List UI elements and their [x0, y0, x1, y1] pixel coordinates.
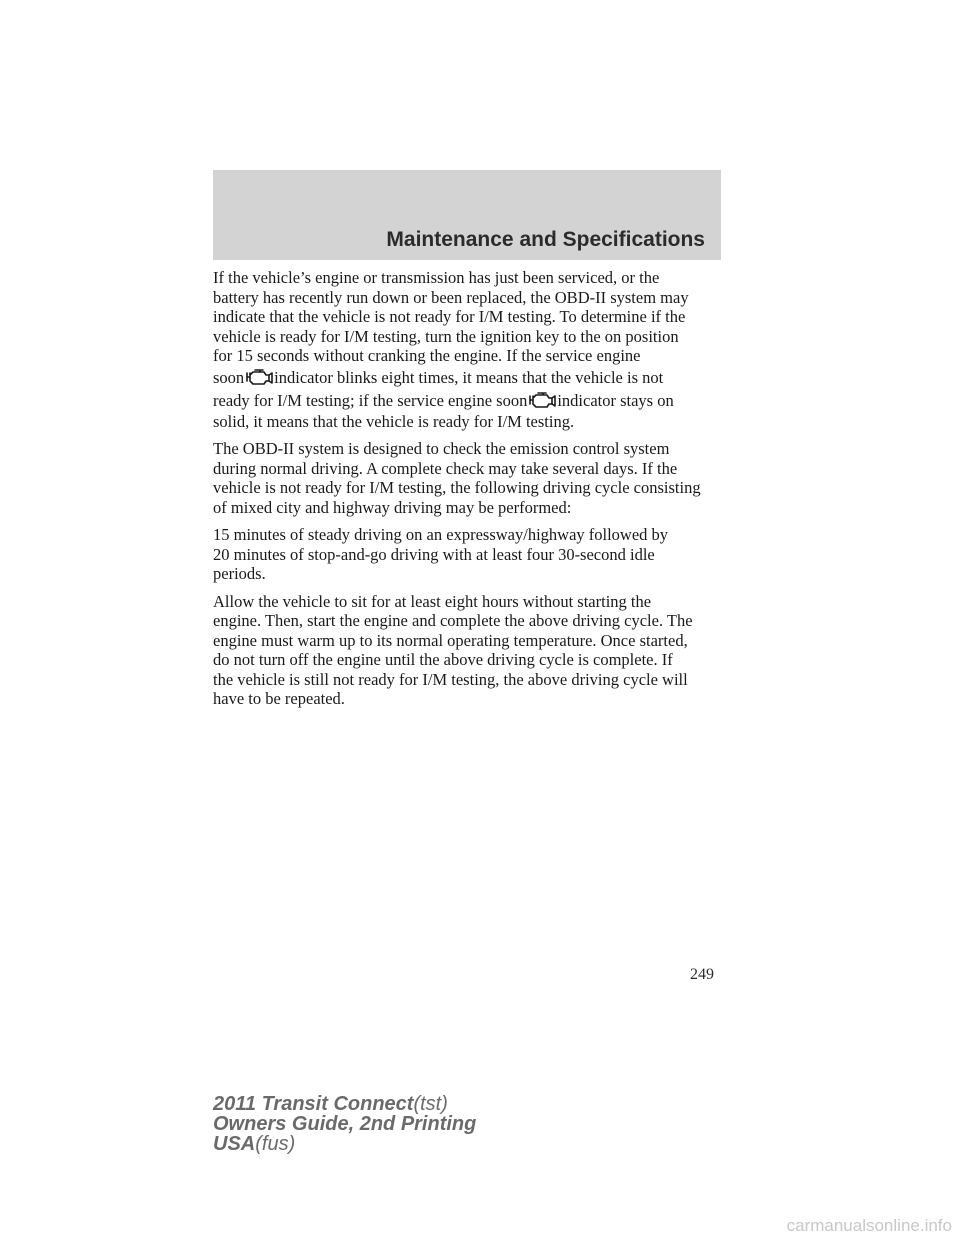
- text-line: do not turn off the engine until the above driving cycle is complete. If: [213, 650, 673, 669]
- paragraph-driving-cycle: [213, 525, 733, 584]
- engine-icon: [244, 367, 274, 387]
- text-line: the vehicle is still not ready for I/M testing, the above driving cycle will: [213, 669, 688, 689]
- footer-market-code: (fus): [255, 1133, 296, 1155]
- footer-line-model: [213, 1094, 476, 1114]
- text-fragment: indicator stays on: [557, 390, 674, 410]
- footer-line-printing: [213, 1114, 476, 1134]
- watermark: carmanualsonline.info: [786, 1216, 952, 1235]
- page-body: [213, 268, 733, 717]
- section-title: Maintenance and Specifications: [386, 228, 705, 251]
- footer-line-market: [213, 1134, 476, 1154]
- text-line: battery has recently run down or been replaced, the OBD-II system may: [213, 287, 689, 307]
- text-line: periods.: [213, 564, 266, 583]
- text-line: vehicle is ready for I/M testing, turn the ignition key to the on position: [213, 326, 679, 346]
- text-line-with-icon: [213, 366, 733, 389]
- text-line: have to be repeated.: [213, 689, 345, 708]
- paragraph-readiness-check: [213, 268, 733, 431]
- text-fragment: ready for I/M testing; if the service engine soon: [213, 390, 528, 410]
- text-line: Allow the vehicle to sit for at least eight hours without starting the: [213, 591, 652, 611]
- footer-printing: Owners Guide, 2nd Printing: [213, 1113, 477, 1135]
- text-line: for 15 seconds without cranking the engine. If the service engine: [213, 346, 641, 365]
- footer-model: 2011 Transit Connect: [213, 1093, 414, 1115]
- text-fragment: indicator blinks eight times, it means that the vehicle is not: [274, 367, 664, 387]
- text-line: indicate that the vehicle is not ready for I/M testing. To determine if the: [213, 307, 686, 326]
- text-line: solid, it means that the vehicle is ready for I/M testing.: [213, 411, 575, 431]
- text-line: If the vehicle’s engine or transmission has just been serviced, or the: [213, 268, 660, 287]
- text-line: 15 minutes of steady driving on an expressway/highway followed by: [213, 525, 669, 544]
- engine-icon: [527, 390, 557, 410]
- text-line: engine. Then, start the engine and complete the above driving cycle. The: [213, 611, 693, 630]
- text-line: engine must warm up to its normal operating temperature. Once started,: [213, 630, 688, 650]
- text-fragment: soon: [213, 367, 245, 387]
- text-line: vehicle is not ready for I/M testing, the following driving cycle consisting: [213, 478, 701, 497]
- footer-market: USA: [213, 1133, 256, 1155]
- text-line: 20 minutes of stop-and-go driving with at least four 30-second idle: [213, 544, 655, 564]
- page-number: 249: [690, 966, 714, 983]
- section-header-band: [213, 170, 721, 260]
- text-line: The OBD-II system is designed to check the emission control system: [213, 439, 670, 458]
- text-line-with-icon: [213, 389, 733, 412]
- paragraph-obd-system: [213, 439, 733, 517]
- document-footer: [213, 1094, 476, 1154]
- text-line: during normal driving. A complete check may take several days. If the: [213, 458, 678, 478]
- text-line: of mixed city and highway driving may be performed:: [213, 497, 572, 517]
- paragraph-repeat-cycle: [213, 592, 733, 709]
- footer-model-code: (tst): [413, 1093, 448, 1115]
